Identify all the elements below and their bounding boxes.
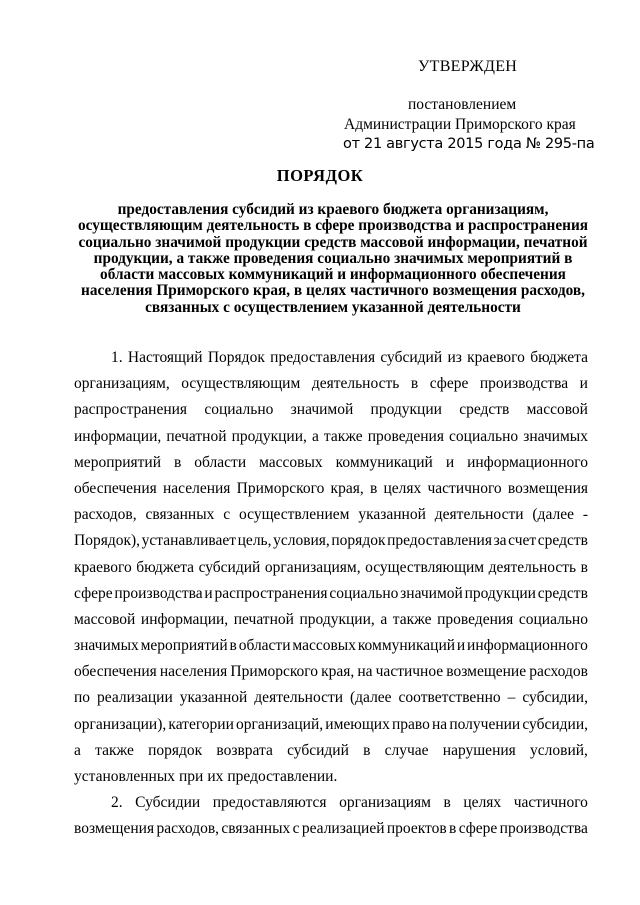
word: деятельности	[254, 689, 344, 707]
word: в	[363, 741, 371, 759]
word: производства	[499, 820, 588, 838]
word: их	[207, 768, 224, 785]
word: на	[357, 663, 373, 681]
word: связанных	[221, 820, 291, 838]
word: целях	[383, 479, 422, 497]
word: 1.	[111, 349, 123, 366]
word: имеющих	[325, 715, 390, 733]
word: населения	[159, 663, 228, 681]
word: социально	[329, 584, 399, 602]
word: значимой	[400, 584, 463, 602]
word: возмещение	[446, 663, 527, 681]
word: продукции	[464, 584, 536, 602]
word: коммуникаций	[357, 637, 456, 655]
paragraph-1-line	[74, 476, 588, 502]
word: массовой	[526, 401, 588, 419]
word: Приморского	[230, 663, 319, 681]
word: (далее	[532, 506, 574, 524]
word: социально	[518, 610, 588, 628]
word: организации),	[74, 715, 167, 733]
word: осуществлением	[239, 506, 350, 524]
word: сфере	[458, 820, 498, 838]
word: в	[229, 637, 237, 655]
word: реализации	[97, 689, 173, 707]
word: информационного	[467, 637, 588, 655]
word: в	[174, 453, 182, 471]
paragraph-1-line	[74, 581, 588, 607]
word: субсидии,	[522, 715, 588, 733]
word: производства	[479, 375, 569, 393]
paragraph-1-line	[74, 633, 588, 659]
word: условия,	[273, 532, 330, 550]
word: целях	[463, 794, 502, 812]
word: значимых	[74, 637, 139, 655]
word: продукции	[370, 401, 442, 419]
word: указанной	[179, 689, 248, 707]
word: предоставляются	[212, 794, 327, 812]
word: реализацией	[301, 820, 385, 838]
word: а	[311, 427, 319, 445]
word: бюджета	[136, 558, 195, 576]
word: значимой	[290, 401, 354, 419]
approval-line-date-number: от 21 августа 2015 года № 295-па	[343, 136, 595, 152]
paragraph-1-line	[74, 712, 588, 738]
word: с	[292, 820, 300, 838]
word: организаций,	[236, 715, 324, 733]
word: краевого	[467, 349, 525, 366]
word: производства	[114, 584, 203, 602]
word: средств	[459, 401, 510, 419]
paragraph-1-line	[74, 502, 588, 528]
word: субсидий	[380, 349, 443, 366]
word: -	[582, 506, 588, 524]
word: мероприятий	[140, 637, 228, 655]
paragraph-1-line	[74, 738, 588, 764]
word: с	[223, 506, 231, 524]
word: частичного	[427, 479, 502, 497]
word: информационного	[467, 453, 588, 471]
word: информации,	[74, 427, 162, 445]
paragraph-1-line	[74, 685, 588, 711]
approval-line-resolution: постановлением	[408, 96, 517, 113]
word: организациям	[339, 794, 431, 812]
word: цель,	[237, 532, 272, 550]
word: обеспечения	[74, 663, 157, 681]
word: массовой	[74, 610, 136, 628]
word: возмещения	[507, 479, 588, 497]
word: и	[579, 375, 588, 393]
word: мероприятий	[74, 453, 162, 471]
word: бюджета	[530, 349, 588, 366]
word: сфере	[429, 375, 469, 393]
paragraph-2-line	[74, 790, 588, 816]
paragraph-1-line	[74, 528, 588, 554]
subtitle-line: связанных с осуществлением указанной деятельности	[145, 298, 521, 316]
word: расходов	[529, 663, 588, 681]
paragraph-2-line	[74, 816, 588, 842]
subtitle-line: продукции, а также проведения социально значимых мероприятий в	[93, 249, 573, 267]
word: за	[493, 532, 507, 550]
word: условий,	[530, 741, 588, 759]
word: сфере	[74, 584, 113, 602]
word: и	[445, 453, 455, 471]
word: также	[392, 610, 432, 628]
word: также	[95, 741, 134, 759]
word: в	[369, 479, 378, 497]
word: предоставлении.	[227, 768, 338, 785]
subtitle-line: населения Приморского края, в целях частичного возмещения расходов,	[81, 282, 585, 300]
paragraph-1-line	[74, 659, 588, 685]
word: в	[580, 558, 588, 576]
word: деятельность	[311, 375, 400, 393]
word: массовых	[259, 453, 323, 471]
word: частичного	[513, 794, 588, 812]
paragraph-1-line	[74, 607, 588, 633]
word: социально	[449, 427, 519, 445]
paragraph-1-line	[74, 424, 588, 450]
word: значимых	[523, 427, 588, 445]
paragraph-1-line	[74, 764, 588, 790]
word: субсидий	[198, 558, 261, 576]
word: предоставления	[387, 532, 492, 550]
word: на	[432, 715, 448, 733]
word: населения	[162, 479, 231, 497]
word: организациям,	[264, 558, 361, 576]
word: категории	[168, 715, 234, 733]
word: края,	[330, 479, 364, 497]
word: и	[456, 637, 466, 655]
word: получении	[449, 715, 521, 733]
word: счет	[508, 532, 537, 550]
word: организациям,	[74, 375, 170, 393]
paragraph-1-line	[74, 450, 588, 476]
word: области	[194, 453, 247, 471]
word: в	[449, 820, 457, 838]
word: а	[380, 610, 388, 628]
word: (далее	[350, 689, 392, 707]
word: соответственно	[398, 689, 501, 707]
word: Субсидии	[135, 794, 201, 812]
word: нарушения	[442, 741, 516, 759]
paragraph-1-line	[74, 345, 588, 371]
paragraph-1-line	[74, 371, 588, 397]
word: –	[507, 689, 516, 707]
word: продукции,	[231, 427, 307, 445]
word: краевого	[74, 558, 132, 576]
word: случае	[384, 741, 429, 759]
word: в	[410, 375, 419, 393]
word: возмещения	[74, 820, 155, 838]
word: печатной	[166, 427, 227, 445]
word: расходов,	[74, 506, 137, 524]
subtitle-line: социально значимой продукции средств массовой информации, печатной	[78, 233, 588, 251]
approval-line-administration: Администрации Приморского края	[344, 116, 576, 133]
word: проектов	[386, 820, 447, 838]
word: по	[74, 689, 91, 707]
subtitle-line: осуществляющим деятельность в сфере производства и распространения	[78, 217, 589, 235]
subtitle-line: области массовых коммуникаций и информационного обеспечения	[100, 266, 566, 284]
word: порядок	[331, 532, 386, 550]
word: проведения	[367, 427, 444, 445]
word: субсидии,	[522, 689, 588, 707]
word: расходов,	[156, 820, 220, 838]
word: средств	[537, 532, 588, 550]
word: и	[204, 584, 213, 602]
word: возврата	[216, 741, 273, 759]
word: предоставления	[270, 349, 376, 366]
word: Порядок),	[74, 532, 141, 550]
word: из	[447, 349, 462, 366]
word: в	[443, 794, 451, 812]
word: указанной	[358, 506, 426, 524]
word: осуществляющим	[365, 558, 485, 576]
word: края,	[321, 663, 355, 681]
word: порядок	[148, 741, 203, 759]
word: печатной	[233, 610, 294, 628]
subtitle-line: предоставления субсидий из краевого бюджета организациям,	[117, 201, 549, 218]
word: проведения	[437, 610, 514, 628]
word: деятельности	[434, 506, 524, 524]
word: коммуникаций	[335, 453, 433, 471]
word: обеспечения	[74, 479, 157, 497]
word: массовых	[292, 637, 356, 655]
document-body	[74, 345, 588, 843]
word: связанных	[145, 506, 215, 524]
paragraph-1-line	[74, 555, 588, 581]
paragraph-1-line	[74, 397, 588, 423]
word: продукции,	[299, 610, 375, 628]
word: право	[391, 715, 430, 733]
word: социально	[204, 401, 274, 419]
word: также	[323, 427, 363, 445]
word: области	[238, 637, 291, 655]
word: распространения	[214, 584, 328, 602]
word: средств	[537, 584, 588, 602]
word: распространения	[74, 401, 188, 419]
document-subtitle	[78, 202, 588, 316]
word: частичное	[375, 663, 444, 681]
approval-title: УТВЕРЖДЕН	[418, 58, 518, 75]
word: 2.	[111, 794, 123, 812]
word: субсидий	[287, 741, 349, 759]
word: Порядок	[207, 349, 265, 366]
word: а	[74, 741, 81, 759]
word: Настоящий	[127, 349, 203, 366]
word: устанавливает	[141, 532, 237, 550]
word: осуществляющим	[181, 375, 301, 393]
word: информации,	[140, 610, 229, 628]
document-title: ПОРЯДОК	[276, 166, 364, 185]
word: деятельность	[488, 558, 577, 576]
word: Приморского	[236, 479, 325, 497]
word: установленных	[74, 768, 175, 785]
word: при	[179, 768, 204, 785]
